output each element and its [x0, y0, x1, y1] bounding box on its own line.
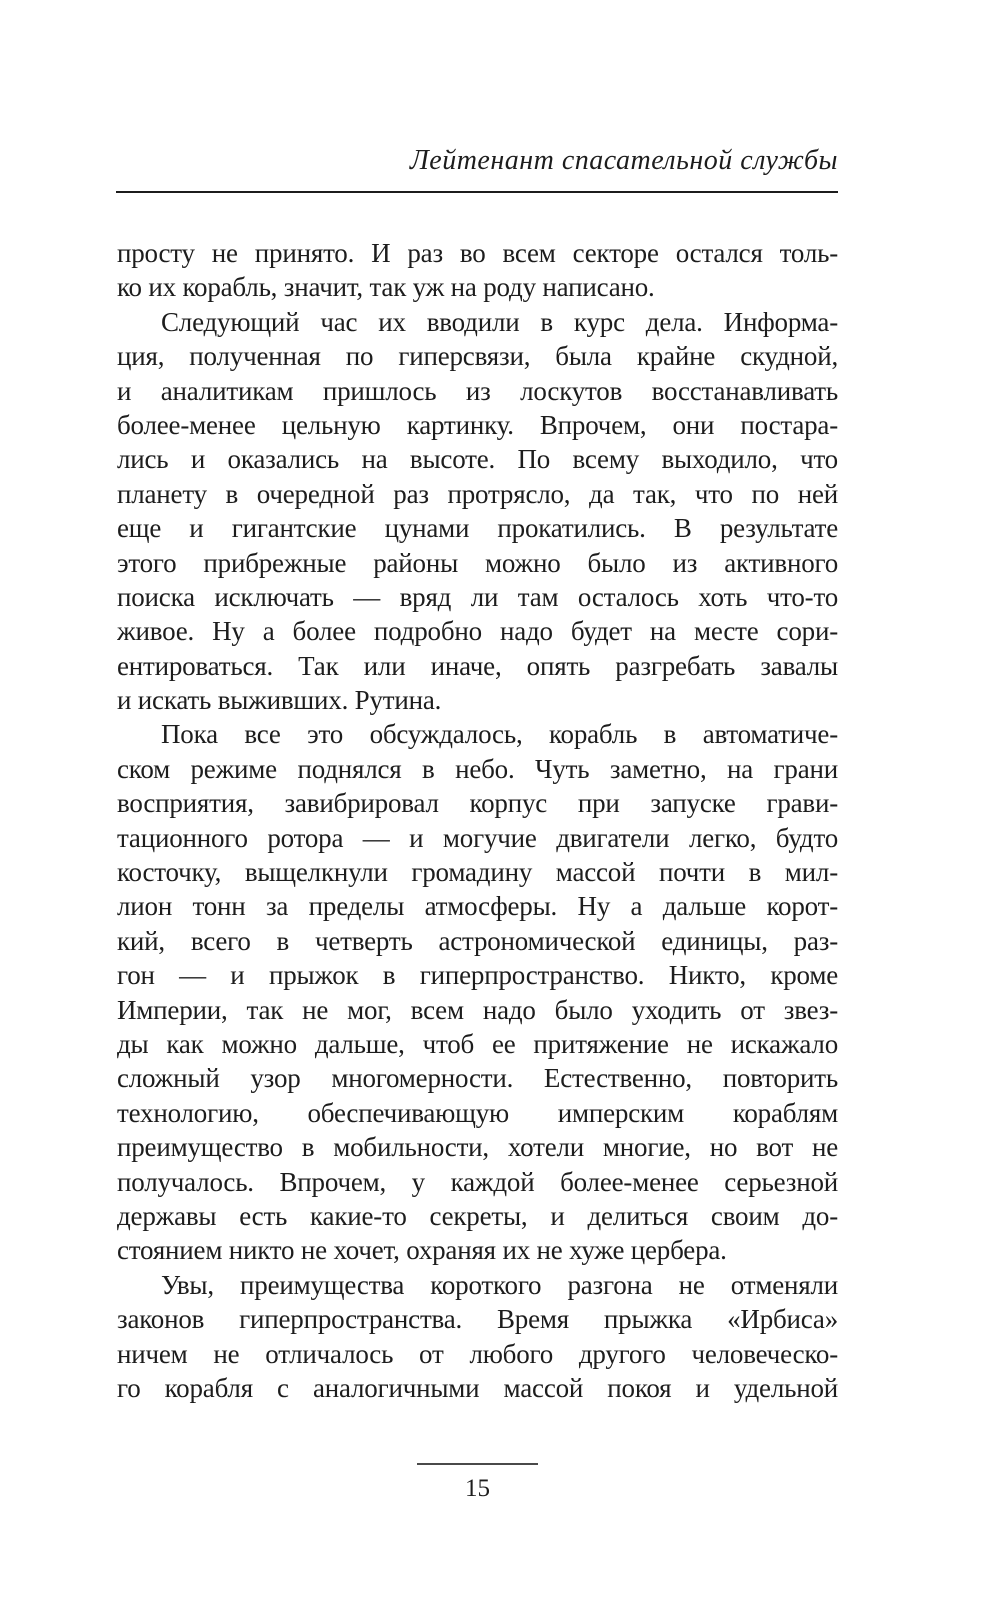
- text-line: ском режиме поднялся в небо. Чуть заметно, на грани: [117, 753, 838, 784]
- text-line: еще и гигантские цунами прокатились. В результате: [117, 513, 838, 544]
- text-line: восприятия, завибрировал корпус при запуске грави-: [117, 788, 838, 819]
- text-line: поиска исключать — вряд ли там осталось хоть что-то: [117, 581, 838, 612]
- text-line: и аналитикам пришлось из лоскутов восстанавливать: [117, 375, 838, 406]
- text-line: технологию, обеспечивающую имперским кораблям: [117, 1097, 838, 1128]
- text-line: Увы, преимущества короткого разгона не отменяли: [161, 1269, 838, 1300]
- running-header-title: Лейтенант спасательной службы: [409, 145, 838, 176]
- text-line: сложный узор многомерности. Естественно, повторить: [117, 1063, 838, 1094]
- text-line: живое. Ну а более подробно надо будет на месте сори-: [117, 616, 838, 647]
- text-line: кий, всего в четверть астрономической единицы, раз-: [117, 925, 838, 956]
- text-line: законов гиперпространства. Время прыжка «Ирбиса»: [117, 1304, 838, 1335]
- header-rule: [116, 191, 838, 193]
- text-line: лион тонн за пределы атмосферы. Ну а дальше корот-: [117, 891, 838, 922]
- text-line: преимущество в мобильности, хотели многие, но вот не: [117, 1132, 838, 1163]
- text-line: и искать выживших. Рутина.: [117, 685, 442, 716]
- text-line: косточку, выщелкнули громадину массой почти в мил-: [117, 857, 838, 888]
- text-line: получалось. Впрочем, у каждой более-менее серьезной: [117, 1166, 838, 1197]
- text-line: Следующий час их вводили в курс дела. Информа-: [161, 306, 838, 337]
- text-line: просту не принято. И раз во всем секторе остался толь-: [117, 238, 838, 268]
- footer-rule: [417, 1463, 538, 1465]
- text-line: Империи, так не мог, всем надо было уходить от звез-: [117, 994, 838, 1025]
- page-number: 15: [465, 1475, 490, 1502]
- text-line: лись и оказались на высоте. По всему выходило, что: [117, 444, 838, 475]
- page-body-text: [117, 236, 838, 1405]
- text-line: ды как можно дальше, чтоб ее притяжение не искажало: [117, 1028, 838, 1059]
- text-line: ентироваться. Так или иначе, опять разгребать завалы: [117, 650, 838, 681]
- text-line: ция, полученная по гиперсвязи, была крайне скудной,: [117, 341, 838, 372]
- text-line: этого прибрежные районы можно было из активного: [117, 547, 838, 578]
- text-line: тационного ротора — и могучие двигатели легко, будто: [117, 822, 838, 853]
- text-line: ничем не отличалось от любого другого человеческо-: [117, 1338, 838, 1369]
- text-line: державы есть какие-то секреты, и делиться своим до-: [117, 1200, 838, 1231]
- text-line: гон — и прыжок в гиперпространство. Никто, кроме: [117, 960, 838, 991]
- text-line: Пока все это обсуждалось, корабль в автоматиче-: [161, 719, 838, 750]
- text-line: планету в очередной раз протрясло, да так, что по ней: [117, 478, 838, 509]
- text-line: стоянием никто не хочет, охраняя их не хуже цербера.: [117, 1235, 727, 1266]
- text-line: ко их корабль, значит, так уж на роду написано.: [117, 272, 655, 303]
- text-line: более-менее цельную картинку. Впрочем, они постара-: [117, 409, 838, 440]
- text-line: го корабля с аналогичными массой покоя и удельной: [117, 1372, 838, 1403]
